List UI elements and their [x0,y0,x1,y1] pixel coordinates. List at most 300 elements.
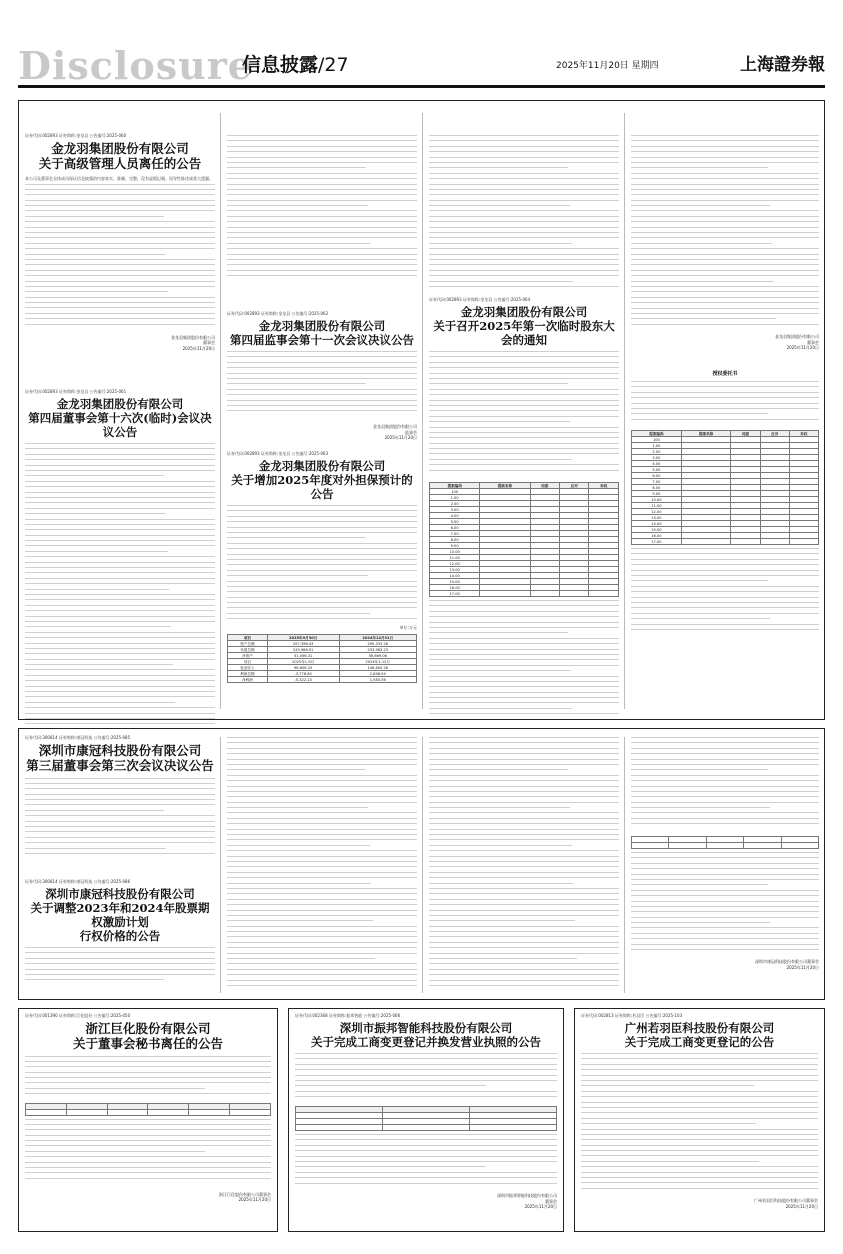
article-title [227,459,417,501]
text-line [631,318,776,319]
text-line [227,607,417,608]
text-line [25,1119,271,1120]
title-line: 浙江巨化股份有限公司 [85,1021,211,1036]
text-line [227,910,417,911]
text-line [25,821,215,822]
text-line [631,884,768,885]
text-line [227,259,417,260]
article-body [295,1134,557,1190]
proposal-code: 1.00 [632,443,682,449]
text-line [227,796,417,797]
text-line [295,1139,557,1140]
text-line [429,616,619,617]
text-line [25,270,215,271]
text-line [631,140,819,141]
text-line [429,665,619,666]
text-line [227,151,417,152]
article-body [429,600,619,720]
text-line [429,676,619,677]
text-line [227,400,417,401]
article-body [25,778,215,864]
text-line [25,1093,271,1094]
text-line [429,140,619,141]
table-row [632,539,819,545]
text-line [25,842,215,843]
text-line [429,649,619,650]
text-line [429,605,619,606]
text-line [227,769,366,770]
text-line [429,737,619,738]
text-line [429,829,619,830]
text-line [429,389,619,390]
text-line [631,275,819,276]
text-line [25,454,215,455]
text-line [429,632,568,633]
table-cell: 245,986.91 [267,647,339,653]
text-line [631,173,819,174]
text-line [227,877,417,878]
text-line [25,1135,271,1136]
article-signature: 深圳市振邦智能科技股份有限公司 董事会 2025年11月20日 [497,1193,557,1210]
panel-zhenbang [288,1008,564,1232]
text-line [25,632,215,633]
text-line [25,567,215,568]
title-line: 深圳市振邦智能科技股份有限公司 [339,1021,513,1035]
text-line [227,173,417,174]
text-line [429,780,619,781]
text-line [631,927,819,928]
proposal-code: 13.00 [430,567,480,573]
text-line [227,581,417,582]
table-cell: 利润总额 [228,671,268,677]
text-line [295,1058,557,1059]
text-line [429,947,619,948]
text-line [429,926,619,927]
text-line [429,899,619,900]
text-line [581,1155,818,1156]
proposal-code: 2.00 [430,501,480,507]
text-line [429,264,619,265]
article-body [631,381,819,427]
text-line [581,1172,818,1173]
text-line [581,1123,756,1124]
text-line [429,216,619,217]
text-line [631,629,819,630]
text-line [25,686,215,687]
proposal-code: 1.00 [430,495,480,501]
text-line [429,904,619,905]
text-line [631,135,819,136]
text-line [227,178,417,179]
article-body [227,737,417,993]
text-line [631,397,819,398]
text-line [227,748,417,749]
text-line [429,189,619,190]
text-line [227,791,417,792]
title-line: 金龙羽集团股份有限公司 [258,319,386,333]
text-line [295,1069,557,1070]
text-line [429,920,575,921]
article-body [581,1053,818,1195]
text-line [227,586,417,587]
proxy-title: 授权委托书 [712,371,738,377]
text-line [227,591,417,592]
text-line [429,713,619,714]
text-line [227,210,417,211]
text-line [25,1066,271,1067]
text-line [429,470,619,471]
section-title [242,50,349,77]
text-line [295,1156,557,1157]
text-line [25,794,215,795]
article-meta: 证券代码:002893 证券简称:金龙羽 公告编号:2025-061 [25,389,127,394]
article-col3-continued [429,135,619,295]
text-line [631,906,819,907]
text-line [581,1118,818,1119]
text-line [581,1134,818,1135]
text-line [227,521,417,522]
text-line [631,791,819,792]
text-line [227,915,417,916]
text-line [429,167,568,168]
text-line [429,748,619,749]
table-cell: 负债总额 [228,647,268,653]
text-line [25,318,215,319]
text-line [429,861,619,862]
article-col4-continued [631,135,819,350]
text-line [429,686,619,687]
text-line [429,764,619,765]
text-line [25,210,215,211]
article-body [631,852,819,956]
text-line [581,1145,818,1146]
text-line [227,775,417,776]
table-cell [560,591,589,597]
text-line [227,856,417,857]
text-line [429,611,619,612]
text-line [227,564,417,565]
text-line [25,1056,271,1057]
text-line [429,659,619,660]
text-line [631,151,819,152]
text-line [429,443,619,444]
text-line [227,135,417,136]
article-body [25,184,215,332]
article-body [25,1056,271,1100]
proposal-code: 15.00 [632,527,682,533]
proposal-code: 16.00 [430,585,480,591]
table-cell [480,591,530,597]
text-line [25,243,215,244]
text-line [429,464,619,465]
text-line [25,659,215,660]
text-line [581,1069,818,1070]
text-line [227,942,417,943]
text-line [25,551,168,552]
text-line [227,367,417,368]
text-line [631,178,819,179]
text-line [429,974,619,975]
text-line [429,421,570,422]
article-ktc-board [25,735,215,863]
text-line [631,802,819,803]
text-line [429,702,619,703]
article-title [25,141,215,172]
text-line [227,974,417,975]
article-signature: 金龙羽集团股份有限公司 监事会 2025年11月20日 [373,424,417,441]
title-line: 金龙羽集团股份有限公司 [460,305,588,319]
text-line [25,815,215,816]
text-line [227,527,417,528]
article-meta: 证券代码:002893 证券简称:金龙羽 公告编号:2025-064 [429,297,531,302]
text-line [25,264,215,265]
table-cell: 2025年1-9月 [267,659,339,665]
text-line [631,189,819,190]
text-line [295,1166,486,1167]
text-line [227,410,417,411]
text-line [227,597,417,598]
text-line [227,189,417,190]
proposal-code: 100 [632,437,682,443]
proposal-code: 11.00 [632,503,682,509]
text-line [631,818,819,819]
text-line [631,408,819,409]
text-line [581,1112,818,1113]
title-line: 关于增加2025年度对外担保预计的公告 [231,473,413,502]
text-line [25,443,215,444]
text-line [631,157,819,158]
text-line [25,599,215,600]
table-cell: 2024年1-12月 [339,659,416,665]
text-line [429,194,619,195]
text-line [429,237,619,238]
title-line: 第四届董事会第十六次(临时)会议决议公告 [28,411,212,440]
text-line [429,638,619,639]
page-number: /27 [318,54,349,76]
text-line [631,618,770,619]
text-line [25,254,166,255]
text-line [227,510,417,511]
proposal-code: 3.00 [632,455,682,461]
text-line [581,1053,818,1054]
text-line [25,1178,271,1179]
text-line [227,829,417,830]
text-line [429,432,619,433]
table-cell: 51,056.31 [267,653,339,659]
text-line [631,324,819,325]
text-line [227,834,417,835]
text-line [227,753,417,754]
text-line [631,302,819,303]
text-line [631,786,819,787]
article-signature: 广州若羽臣科技股份有限公司董事会 2025年11月20日 [754,1198,818,1209]
text-line [631,167,768,168]
text-line [429,812,619,813]
article-title [581,1021,818,1049]
text-line [429,708,572,709]
text-line [227,936,417,937]
text-line [227,845,370,846]
table-unit: 单位:万元 [399,625,417,631]
text-line [227,618,417,619]
text-line [631,254,819,255]
title-line: 关于高级管理人员离任的公告 [38,156,202,172]
text-line [25,594,215,595]
text-line [581,1091,818,1092]
text-line [429,286,619,287]
text-line [227,405,417,406]
text-line [25,184,215,185]
text-line [25,583,215,584]
text-line [429,769,568,770]
text-line [227,861,417,862]
text-line [25,470,215,471]
text-line [429,958,577,959]
text-line [227,883,371,884]
text-line [295,1075,557,1076]
text-line [429,856,619,857]
text-line [227,270,417,271]
text-line [25,513,166,514]
text-line [631,938,819,939]
text-line [25,459,215,460]
text-line [25,1072,271,1073]
article-signature: 深圳市康冠科技股份有限公司董事会 2025年11月20日 [755,959,819,970]
article-body [429,135,619,295]
text-line [25,616,215,617]
text-line [227,807,368,808]
proposal-code: 5.00 [632,467,682,473]
text-line [227,200,417,201]
text-line [25,605,215,606]
text-line [227,248,417,249]
text-line [429,243,572,244]
text-line [429,627,619,628]
text-line [631,613,819,614]
text-line [25,1088,205,1089]
text-line [227,780,417,781]
change-table [295,1106,557,1131]
text-line [429,753,619,754]
article-title [295,1021,557,1049]
text-line [25,535,215,536]
text-line [227,227,417,228]
text-line [227,140,417,141]
text-line [429,845,572,846]
text-line [227,543,417,544]
text-line [25,572,215,573]
text-line [581,1085,754,1086]
text-line [227,613,370,614]
text-line [25,707,215,708]
text-line [227,554,417,555]
text-line [631,232,819,233]
text-line [25,637,215,638]
text-line [25,947,215,948]
text-line [581,1129,818,1130]
section-name: 信息披露 [242,54,319,76]
text-line [227,167,366,168]
text-line [295,1134,557,1135]
text-line [429,910,619,911]
text-line [25,221,215,222]
table-header: 同意 [731,431,760,437]
text-line [581,1080,818,1081]
text-line [25,227,215,228]
departure-table [25,1103,271,1116]
text-line [25,853,215,854]
text-line [631,237,819,238]
text-line [227,237,417,238]
text-line [25,826,215,827]
text-line [631,895,819,896]
text-line [429,405,619,406]
table-cell: 营业收入 [228,665,268,671]
proposal-code: 10.00 [632,497,682,503]
text-line [429,157,619,158]
table-header: 反对 [560,483,589,489]
table-cell: 资产总额 [228,641,268,647]
text-line [295,1183,557,1184]
text-line [227,866,417,867]
table-header: 2025年9月30日 [267,635,339,641]
table-header: 提案名称 [681,431,731,437]
text-line [429,427,619,428]
table-cell [681,539,731,545]
text-line [631,812,819,813]
text-line [631,911,819,912]
text-line [25,497,215,498]
text-line [631,564,819,565]
text-line [429,883,573,884]
article-exec-departure [25,133,215,383]
article-body [25,947,215,987]
text-line [581,1150,818,1151]
text-line [25,643,215,644]
text-line [429,184,619,185]
text-line [581,1096,818,1097]
text-line [429,383,568,384]
text-line [25,1156,271,1157]
text-line [631,607,819,608]
text-line [581,1075,818,1076]
text-line [631,769,768,770]
text-line [429,259,619,260]
text-line [25,1151,205,1152]
text-line [227,232,417,233]
text-line [25,481,215,482]
text-line [429,834,619,835]
text-line [25,205,215,206]
table-cell: 2,858.94 [339,671,416,677]
text-line [25,1061,271,1062]
article-col2-continued [227,135,417,285]
text-line [25,502,215,503]
text-line [631,403,819,404]
title-line: 关于调整2023年和2024年股票期权激励计划 [30,901,210,930]
proposal-code: 11.00 [430,555,480,561]
article-title [25,1021,271,1052]
text-line [631,917,819,918]
text-line [227,356,417,357]
text-line [631,868,819,869]
text-line [227,764,417,765]
text-line [25,1140,271,1141]
table-cell: 1,583.56 [339,677,416,683]
table-cell: -5,322.13 [267,677,339,683]
text-line [25,664,173,665]
text-line [581,1188,818,1189]
